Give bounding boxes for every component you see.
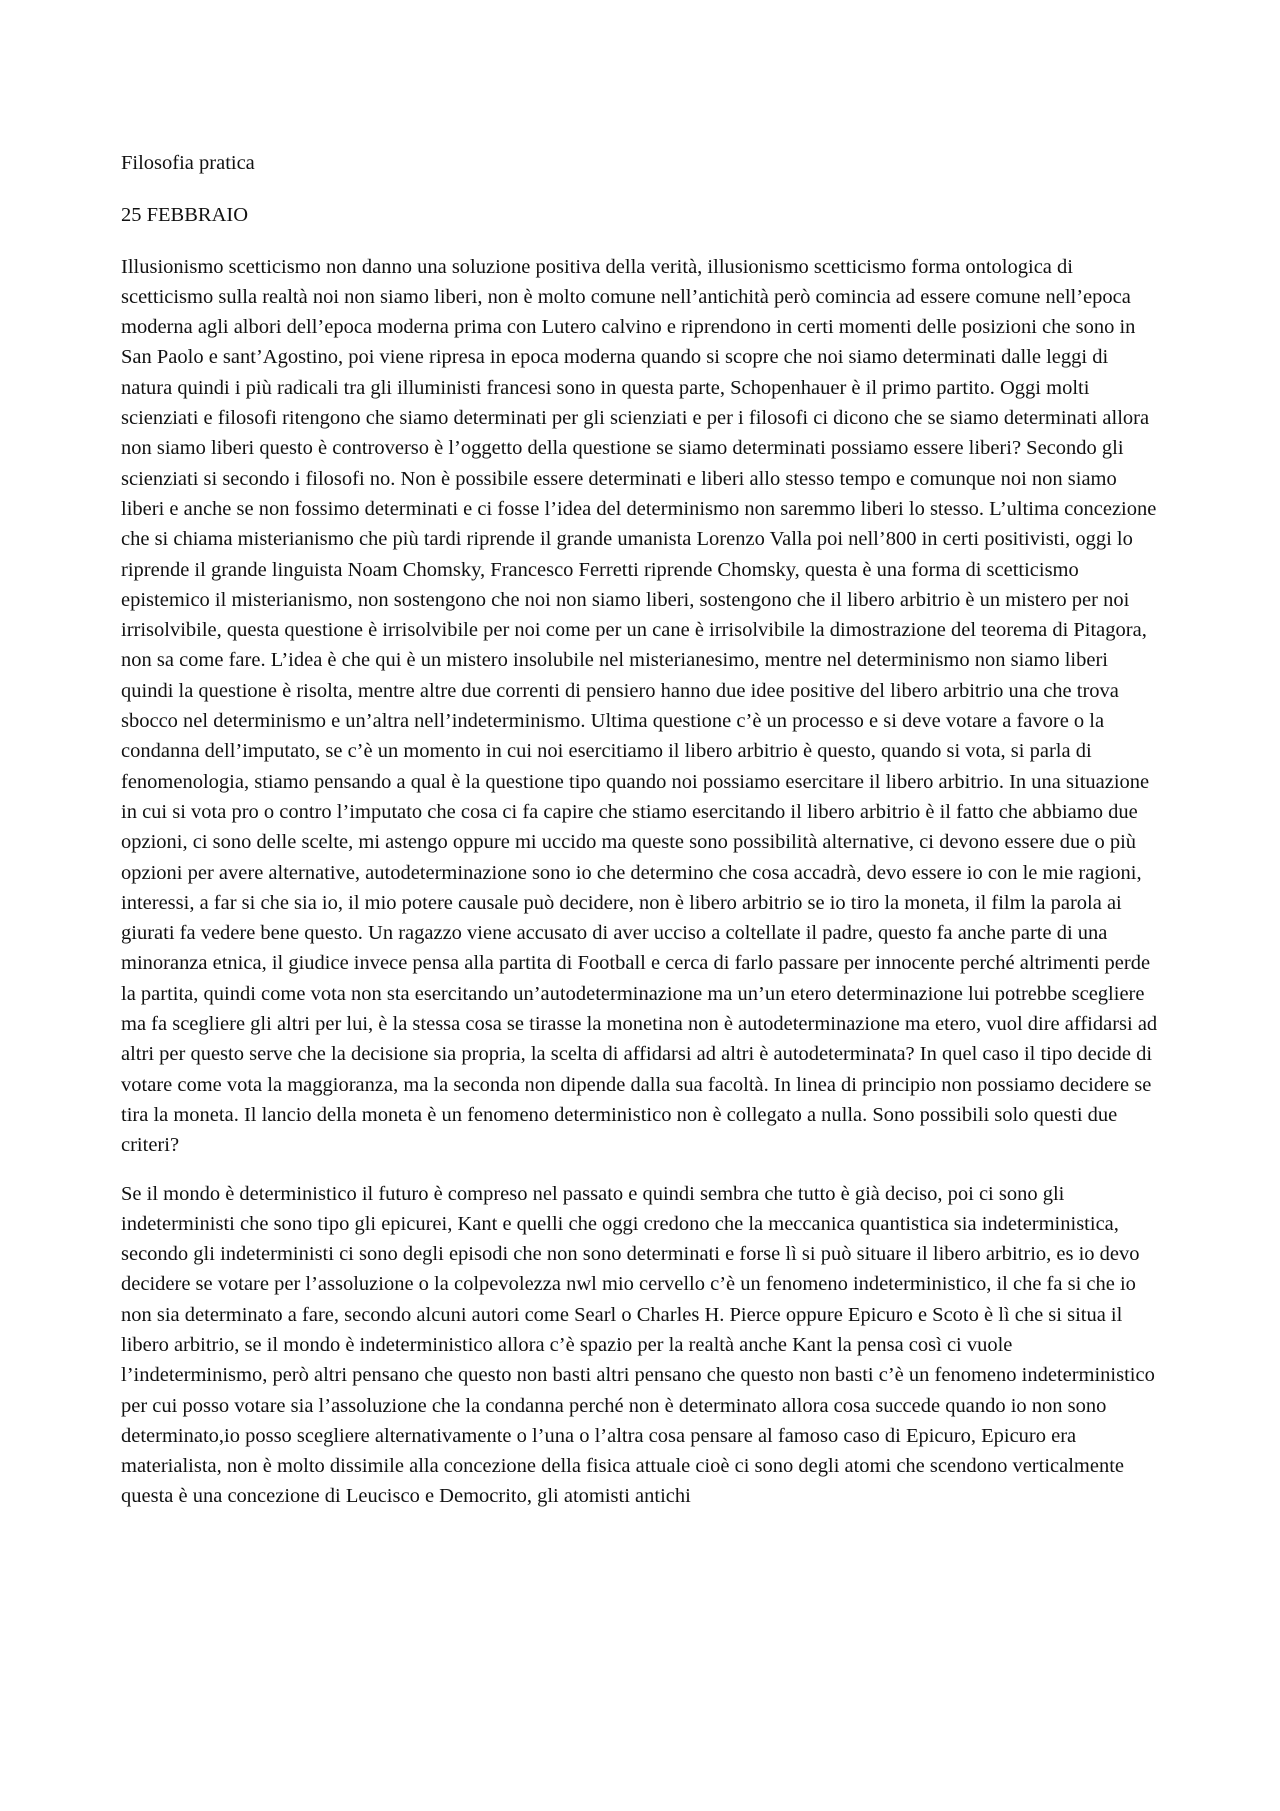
document-body — [121, 148, 1163, 1512]
document-title: Filosofia pratica — [121, 152, 255, 174]
body-paragraph-2: Se il mondo è deterministico il futuro è compreso nel passato e quindi sembra che tutto è già deciso, poi ci sono gli indeterministi che sono tipo gli epicurei, Kant e quelli che oggi credono che la meccanica quantistica sia indeterministica, secondo gli indeterministi ci sono degli episodi che non sono determinati e forse lì si può situare il libero arbitrio, es io devo decidere se votare per l’assoluzione o la colpevolezza nwl mio cervello c’è un fenomeno indeterministico, il che fa si che io non sia determinato a fare, secondo alcuni autori come Searl o Charles H. Pierce oppure Epicuro e Scoto è lì che si situa il libero arbitrio, se il mondo è indeterministico allora c’è spazio per la realtà anche Kant la pensa così ci vuole l’indeterminismo, però altri pensano che questo non basti altri pensano che questo non basti c’è un fenomeno indeterministico per cui posso votare sia l’assoluzione che la condanna perché non è determinato allora cosa succede quando io non sono determinato,io posso scegliere alternativamente o l’una o l’altra cosa pensare al famoso caso di Epicuro, Epicuro era materialista, non è molto dissimile alla concezione della fisica attuale cioè ci sono degli atomi che scendono verticalmente questa è una concezione di Leucisco e Democrito, gli atomisti antichi — [121, 1182, 1155, 1508]
lecture-date: 25 FEBBRAIO — [121, 204, 249, 227]
body-paragraph-1: Illusionismo scetticismo non danno una soluzione positiva della verità, illusionismo scetticismo forma ontologica di scetticismo sulla realtà noi non siamo liberi, non è molto comune nell’antichità però comincia ad essere comune nell’epoca moderna agli albori dell’epoca moderna prima con Lutero calvino e riprendono in certi momenti delle posizioni che sono in San Paolo e sant’Agostino, poi viene ripresa in epoca moderna quando si scopre che noi siamo determinati dalle leggi di natura quindi i più radicali tra gli illuministi francesi sono in questa parte, Schopenhauer è il primo partito. Oggi molti scienziati e filosofi ritengono che siamo determinati per gli scienziati e per i filosofi ci dicono che se siamo determinati allora non siamo liberi questo è controverso è l’oggetto della questione se siamo determinati possiamo essere liberi? Secondo gli scienziati si secondo i filosofi no. Non è possibile essere determinati e liberi allo stesso tempo e comunque noi non siamo liberi e anche se non fossimo determinati e ci fosse l’idea del determinismo non saremmo liberi lo stesso. L’ultima concezione che si chiama misterianismo che più tardi riprende il grande umanista Lorenzo Valla poi nell’800 in certi positivisti, oggi lo riprende il grande linguista Noam Chomsky, Francesco Ferretti riprende Chomsky, questa è una forma di scetticismo epistemico il misterianismo, non sostengono che noi non siamo liberi, sostengono che il libero arbitrio è un mistero per noi irrisolvibile, questa questione è irrisolvibile per noi come per un cane è irrisolvibile la dimostrazione del teorema di Pitagora, non sa come fare. L’idea è che qui è un mistero insolubile nel misterianesimo, mentre nel determinismo non siamo liberi quindi la questione è risolta, mentre altre due correnti di pensiero hanno due idee positive del libero arbitrio una che trova sbocco nel determinismo e un’altra nell’indeterminismo. Ultima questione c’è un processo e si deve votare a favore o la condanna dell’imputato, se c’è un momento in cui noi esercitiamo il libero arbitrio è questo, quando si vota, si parla di fenomenologia, stiamo pensando a qual è la questione tipo quando noi possiamo esercitare il libero arbitrio. In una situazione in cui si vota pro o contro l’imputato che cosa ci fa capire che stiamo esercitando il libero arbitrio è il fatto che abbiamo due opzioni, ci sono delle scelte, mi astengo oppure mi uccido ma queste sono possibilità alternative, ci devono essere due o più opzioni per avere alternative, autodeterminazione sono io che determino che cosa accadrà, devo essere io con le mie ragioni, interessi, a far si che sia io, il mio potere causale può decidere, non è libero arbitrio se io tiro la moneta, il film la parola ai giurati fa vedere bene questo. Un ragazzo viene accusato di aver ucciso a coltellate il padre, questo fa anche parte di una minoranza etnica, il giudice invece pensa alla partita di Football e cerca di farlo passare per innocente perché altrimenti perde la partita, quindi come vota non sta esercitando un’autodeterminazione ma un’un etero determinazione lui potrebbe scegliere ma fa scegliere gli altri per lui, è la stessa cosa se tirasse la monetina non è autodeterminazione ma etero, vuol dire affidarsi ad altri per questo serve che la decisione sia propria, la scelta di affidarsi ad altri è autodeterminata? In quel caso il tipo decide di votare come vota la maggioranza, ma la seconda non dipende dalla sua facoltà. In linea di principio non possiamo decidere se tira la moneta. Il lancio della moneta è un fenomeno deterministico non è collegato a nulla. Sono possibili solo questi due criteri? — [121, 255, 1158, 1157]
